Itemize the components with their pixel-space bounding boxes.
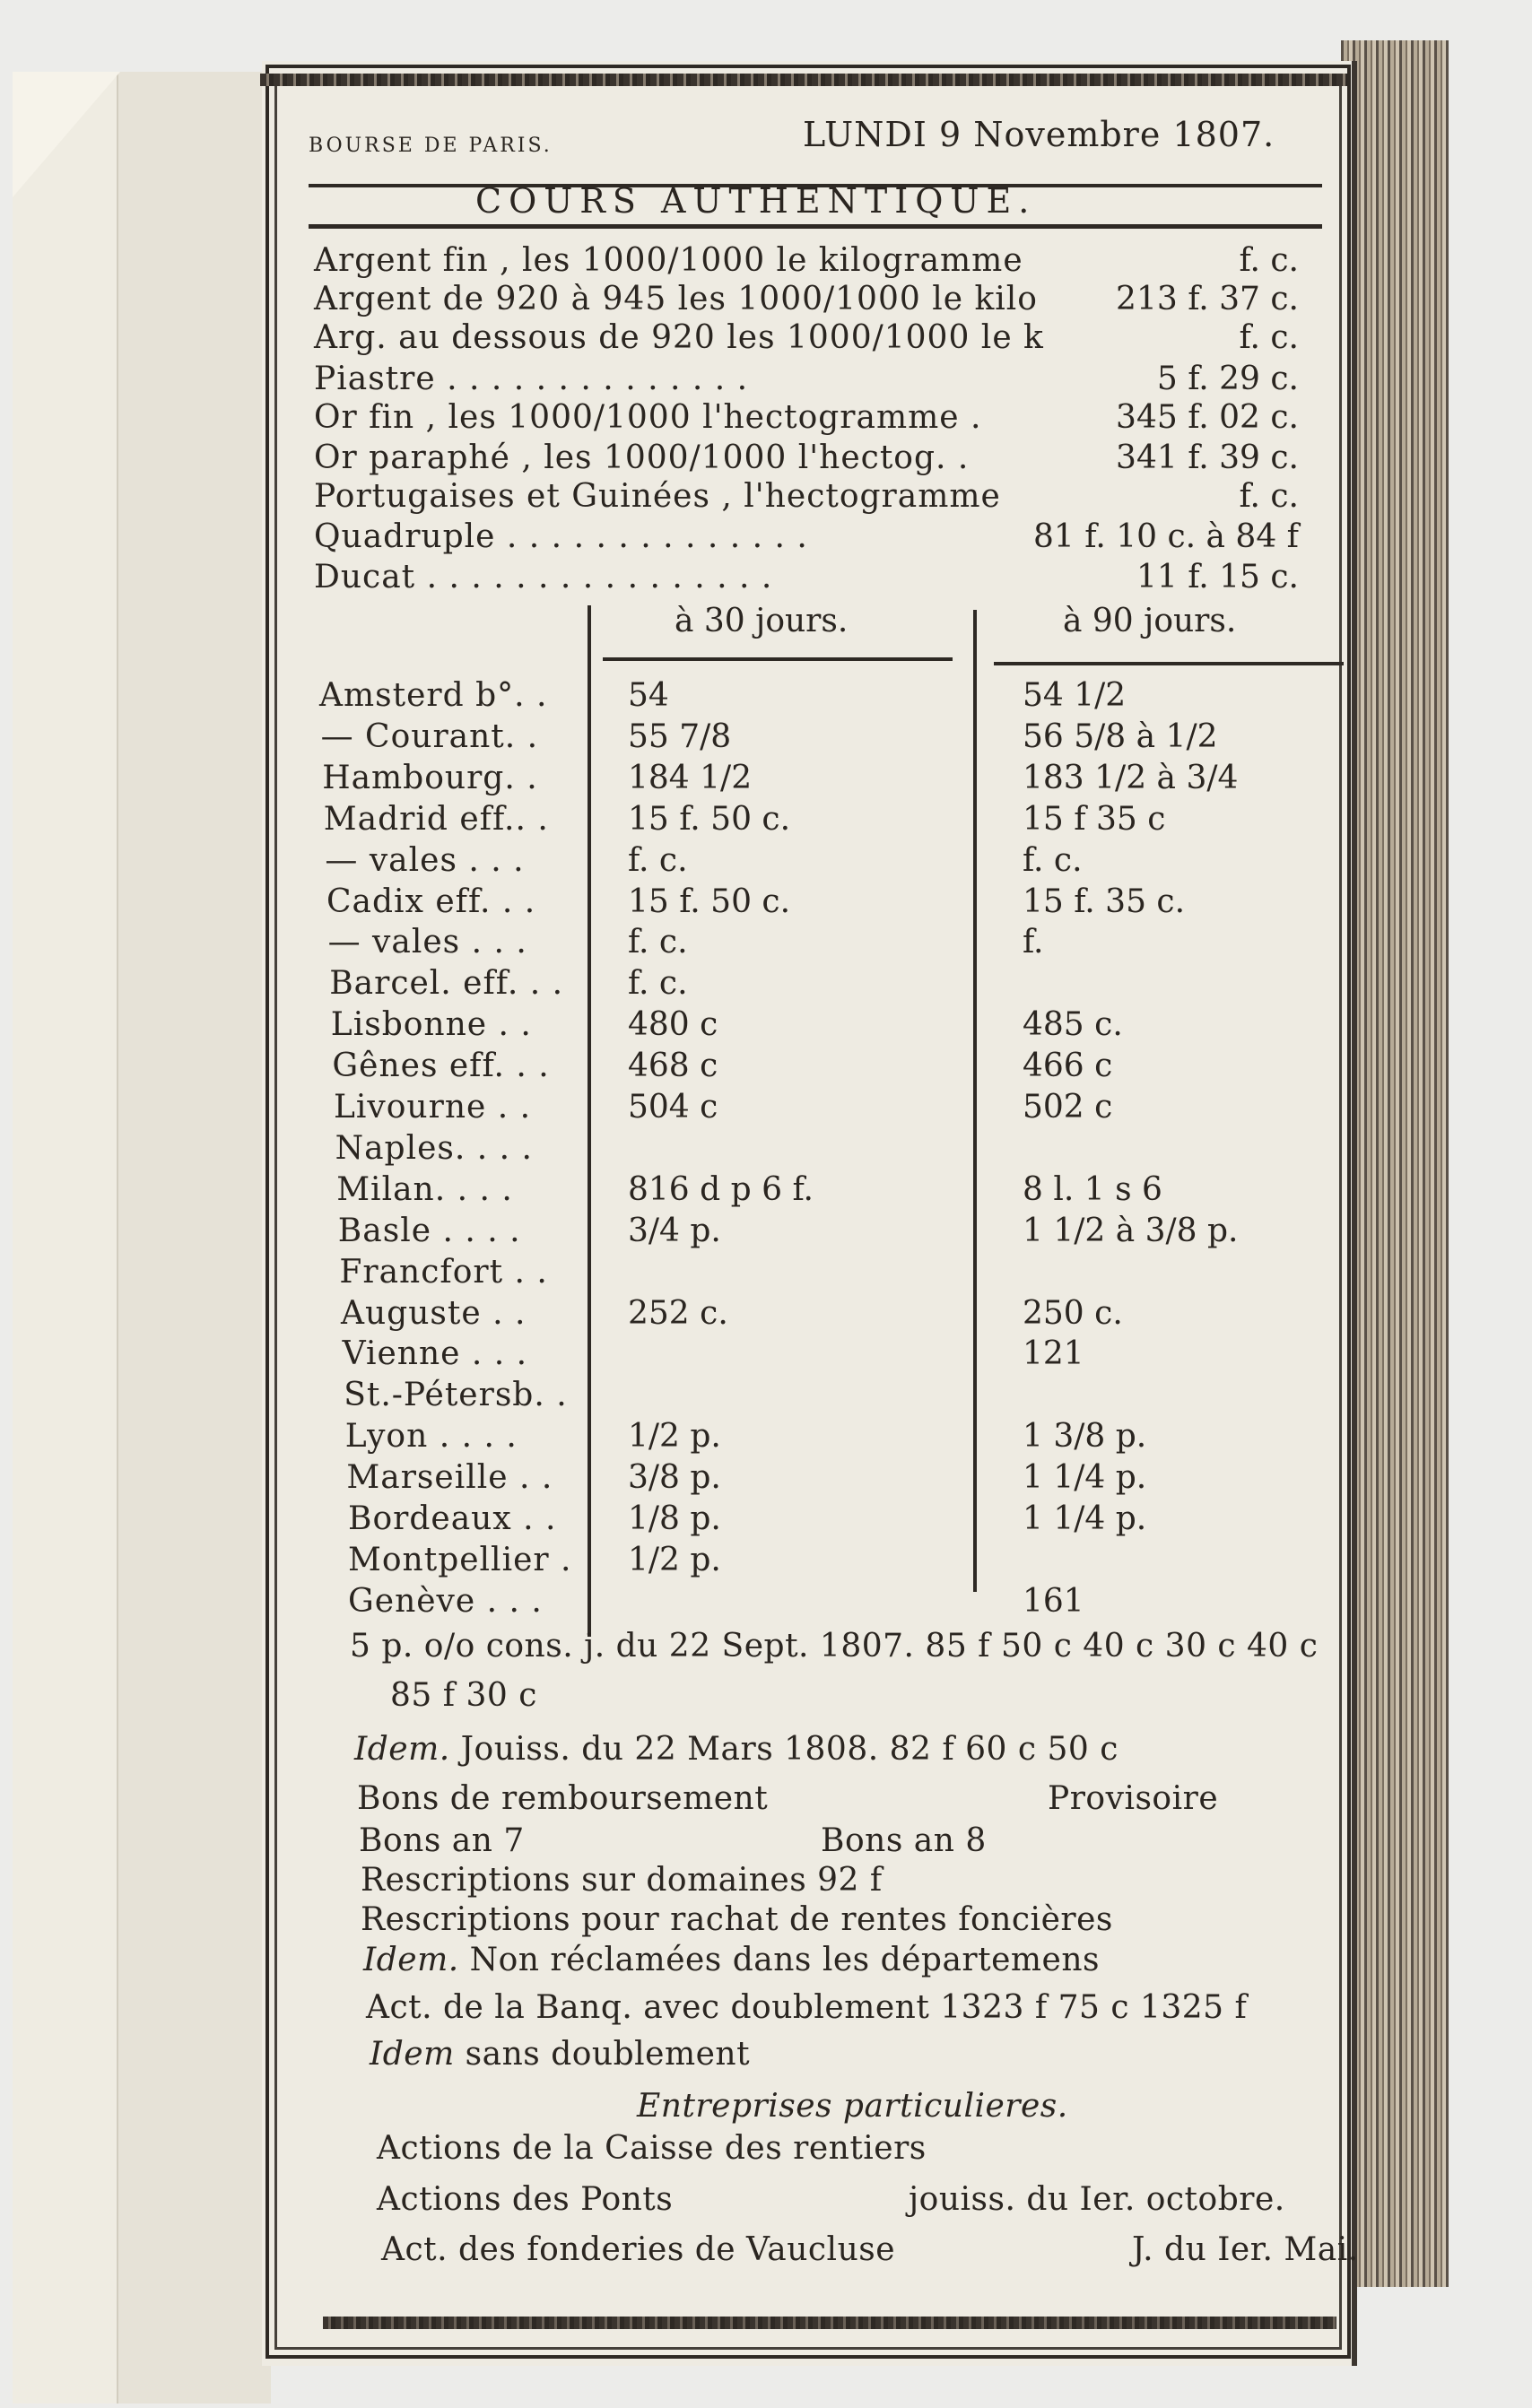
frame-bottom-border: [323, 2317, 1336, 2329]
metal-value: 11 f. 15 c.: [1136, 559, 1299, 595]
rate-30-days: f. c.: [628, 924, 688, 961]
metal-label: Argent de 920 à 945 les 1000/1000 le kilo: [314, 281, 1038, 317]
column-divider-right: [973, 610, 977, 1592]
col-90-days: à 90 jours.: [1063, 603, 1237, 639]
exchange-place: Lisbonne . .: [330, 1006, 532, 1043]
rate-90-days: 1 1/4 p.: [1023, 1459, 1147, 1496]
metal-value: 213 f. 37 c.: [1116, 281, 1299, 317]
col-30-days: à 30 jours.: [675, 603, 849, 639]
sans-doublement-text: sans doublement: [454, 2036, 751, 2073]
rate-30-days: 15 f. 50 c.: [628, 883, 791, 920]
metal-label: Or fin , les 1000/1000 l'hectogramme .: [314, 399, 982, 436]
funds-5pc-line2: 85 f 30 c: [390, 1677, 537, 1714]
exchange-place: Livourne . .: [334, 1089, 532, 1126]
exchange-place: Francfort . .: [339, 1254, 548, 1291]
exchange-place: Montpellier .: [348, 1542, 572, 1578]
rate-90-days: 121: [1023, 1335, 1084, 1372]
exchange-place: Cadix eff. . .: [326, 883, 536, 920]
metal-value: f. c.: [1239, 319, 1299, 356]
rate-90-days: 56 5/8 à 1/2: [1023, 718, 1218, 755]
metal-value: 345 f. 02 c.: [1116, 399, 1299, 436]
rate-90-days: 1 1/2 à 3/8 p.: [1023, 1213, 1239, 1249]
actions-ponts: Actions des Ponts: [377, 2181, 674, 2218]
exchange-place: Hambourg. .: [322, 760, 538, 796]
frame-top-border: [260, 74, 1350, 86]
rate-30-days: 184 1/2: [628, 760, 753, 796]
rate-90-days: 250 c.: [1023, 1295, 1123, 1332]
exchange-place: Gênes eff. . .: [332, 1048, 550, 1084]
entreprises-title: Entreprises particulieres.: [637, 2088, 1068, 2125]
act-vaucluse: Act. des fonderies de Vaucluse: [381, 2231, 896, 2268]
cover-corner: [13, 72, 120, 197]
rate-30-days: 816 d p 6 f.: [628, 1171, 814, 1208]
rate-30-days: f. c.: [628, 965, 688, 1002]
exchange-place: Lyon . . . .: [344, 1418, 518, 1455]
rate-30-days: 1/8 p.: [628, 1500, 721, 1537]
metal-label: Piastre . . . . . . . . . . . . . .: [314, 361, 749, 397]
idem-label: Idem.: [363, 1942, 459, 1978]
metal-label: Arg. au dessous de 920 les 1000/1000 le k: [314, 319, 1044, 356]
rate-30-days: 1/2 p.: [628, 1418, 721, 1455]
rate-90-days: 485 c.: [1023, 1006, 1123, 1043]
rate-90-days: 502 c: [1023, 1089, 1113, 1126]
rate-90-days: 466 c: [1023, 1048, 1113, 1084]
rate-30-days: f. c.: [628, 842, 688, 879]
exchange-place: Naples. . . .: [335, 1130, 533, 1167]
metal-label: Quadruple . . . . . . . . . . . . . .: [314, 518, 808, 555]
actions-caisse: Actions de la Caisse des rentiers: [377, 2130, 927, 2167]
exchange-place: — vales . . .: [325, 842, 525, 879]
exchange-place: St.-Pétersb. .: [344, 1377, 568, 1413]
metal-value: f. c.: [1239, 478, 1299, 515]
rate-90-days: 15 f 35 c: [1023, 801, 1166, 838]
rate-90-days: f.: [1023, 924, 1044, 961]
exchange-place: Vienne . . .: [342, 1335, 528, 1372]
exchange-place: — vales . . .: [327, 924, 527, 961]
header-right: LUNDI 9 Novembre 1807.: [803, 115, 1275, 154]
page-edges: [1341, 40, 1449, 2287]
metal-label: Or paraphé , les 1000/1000 l'hectog. .: [314, 439, 970, 476]
idem-sans-doublement: [370, 2036, 750, 2073]
page-title: COURS AUTHENTIQUE.: [475, 181, 1037, 221]
bons-an-8: Bons an 8: [821, 1822, 987, 1859]
exchange-place: Barcel. eff. . .: [329, 965, 564, 1002]
exchange-place: Basle . . . .: [337, 1213, 521, 1249]
rate-30-days: 480 c: [628, 1006, 718, 1043]
rate-30-days: 3/8 p.: [628, 1459, 721, 1496]
exchange-place: Bordeaux . .: [348, 1500, 557, 1537]
idem-jouiss-text: Jouiss. du 22 Mars 1808. 82 f 60 c 50 c: [449, 1731, 1119, 1768]
rate-90-days: 1 3/8 p.: [1023, 1418, 1147, 1455]
idem-label: Idem: [370, 2036, 455, 2073]
title-rule: [309, 224, 1322, 229]
exchange-place: Genève . . .: [348, 1583, 543, 1620]
rescriptions-rachat: Rescriptions pour rachat de rentes foncières: [361, 1901, 1113, 1938]
rate-90-days: 54 1/2: [1023, 677, 1127, 714]
column-divider-left: [588, 605, 591, 1637]
provisoire: Provisoire: [1048, 1780, 1219, 1817]
col30-rule: [603, 657, 953, 661]
metal-label: Portugaises et Guinées , l'hectogramme: [314, 478, 1001, 515]
rate-90-days: 8 l. 1 s 6: [1023, 1171, 1162, 1208]
vaucluse-jouissance: J. du Ier. Mai.: [1132, 2231, 1359, 2268]
idem-non-reclamees: [363, 1942, 1100, 1978]
funds-5pc-line1: 5 p. o/o cons. j. du 22 Sept. 1807. 85 f 50 c 40 c 30 c 40 c: [350, 1628, 1319, 1665]
exchange-place: Amsterd b°. .: [319, 677, 548, 714]
rate-30-days: 504 c: [628, 1089, 718, 1126]
rate-30-days: 15 f. 50 c.: [628, 801, 791, 838]
idem-label: Idem.: [354, 1731, 450, 1768]
exchange-place: Marseille . .: [346, 1459, 553, 1496]
rate-30-days: 1/2 p.: [628, 1542, 721, 1578]
metal-value: 341 f. 39 c.: [1116, 439, 1299, 476]
col90-rule: [994, 662, 1344, 665]
metal-label: Argent fin , les 1000/1000 le kilogramme: [314, 242, 1023, 279]
rate-90-days: 15 f. 35 c.: [1023, 883, 1186, 920]
funds-idem-jouiss: [354, 1731, 1119, 1768]
header-left: BOURSE DE PARIS.: [309, 135, 553, 157]
rate-30-days: 55 7/8: [628, 718, 732, 755]
metal-value: f. c.: [1239, 242, 1299, 279]
ponts-jouissance: jouiss. du Ier. octobre.: [909, 2181, 1285, 2218]
cover-fold: [117, 72, 271, 2404]
rate-30-days: 3/4 p.: [628, 1213, 721, 1249]
rate-90-days: f. c.: [1023, 842, 1083, 879]
non-reclamees-text: Non réclamées dans les départemens: [458, 1942, 1101, 1978]
rate-90-days: 161: [1023, 1583, 1084, 1620]
metal-value: 81 f. 10 c. à 84 f: [1033, 518, 1299, 555]
act-banque: Act. de la Banq. avec doublement 1323 f 75 c 1325 f: [366, 1989, 1248, 2026]
rate-90-days: 1 1/4 p.: [1023, 1500, 1147, 1537]
exchange-place: Madrid eff.. .: [323, 801, 549, 838]
bons-remboursement: Bons de remboursement: [357, 1780, 769, 1817]
rate-30-days: 252 c.: [628, 1295, 728, 1332]
metal-value: 5 f. 29 c.: [1156, 361, 1299, 397]
rate-30-days: 54: [628, 677, 669, 714]
exchange-place: Auguste . .: [341, 1295, 527, 1332]
rate-30-days: 468 c: [628, 1048, 718, 1084]
metal-label: Ducat . . . . . . . . . . . . . . . .: [314, 559, 773, 595]
bons-an-7: Bons an 7: [359, 1822, 525, 1859]
exchange-place: Milan. . . .: [336, 1171, 513, 1208]
rescriptions-domaines: Rescriptions sur domaines 92 f: [361, 1862, 883, 1899]
exchange-place: — Courant. .: [320, 718, 539, 755]
rate-90-days: 183 1/2 à 3/4: [1023, 760, 1239, 796]
